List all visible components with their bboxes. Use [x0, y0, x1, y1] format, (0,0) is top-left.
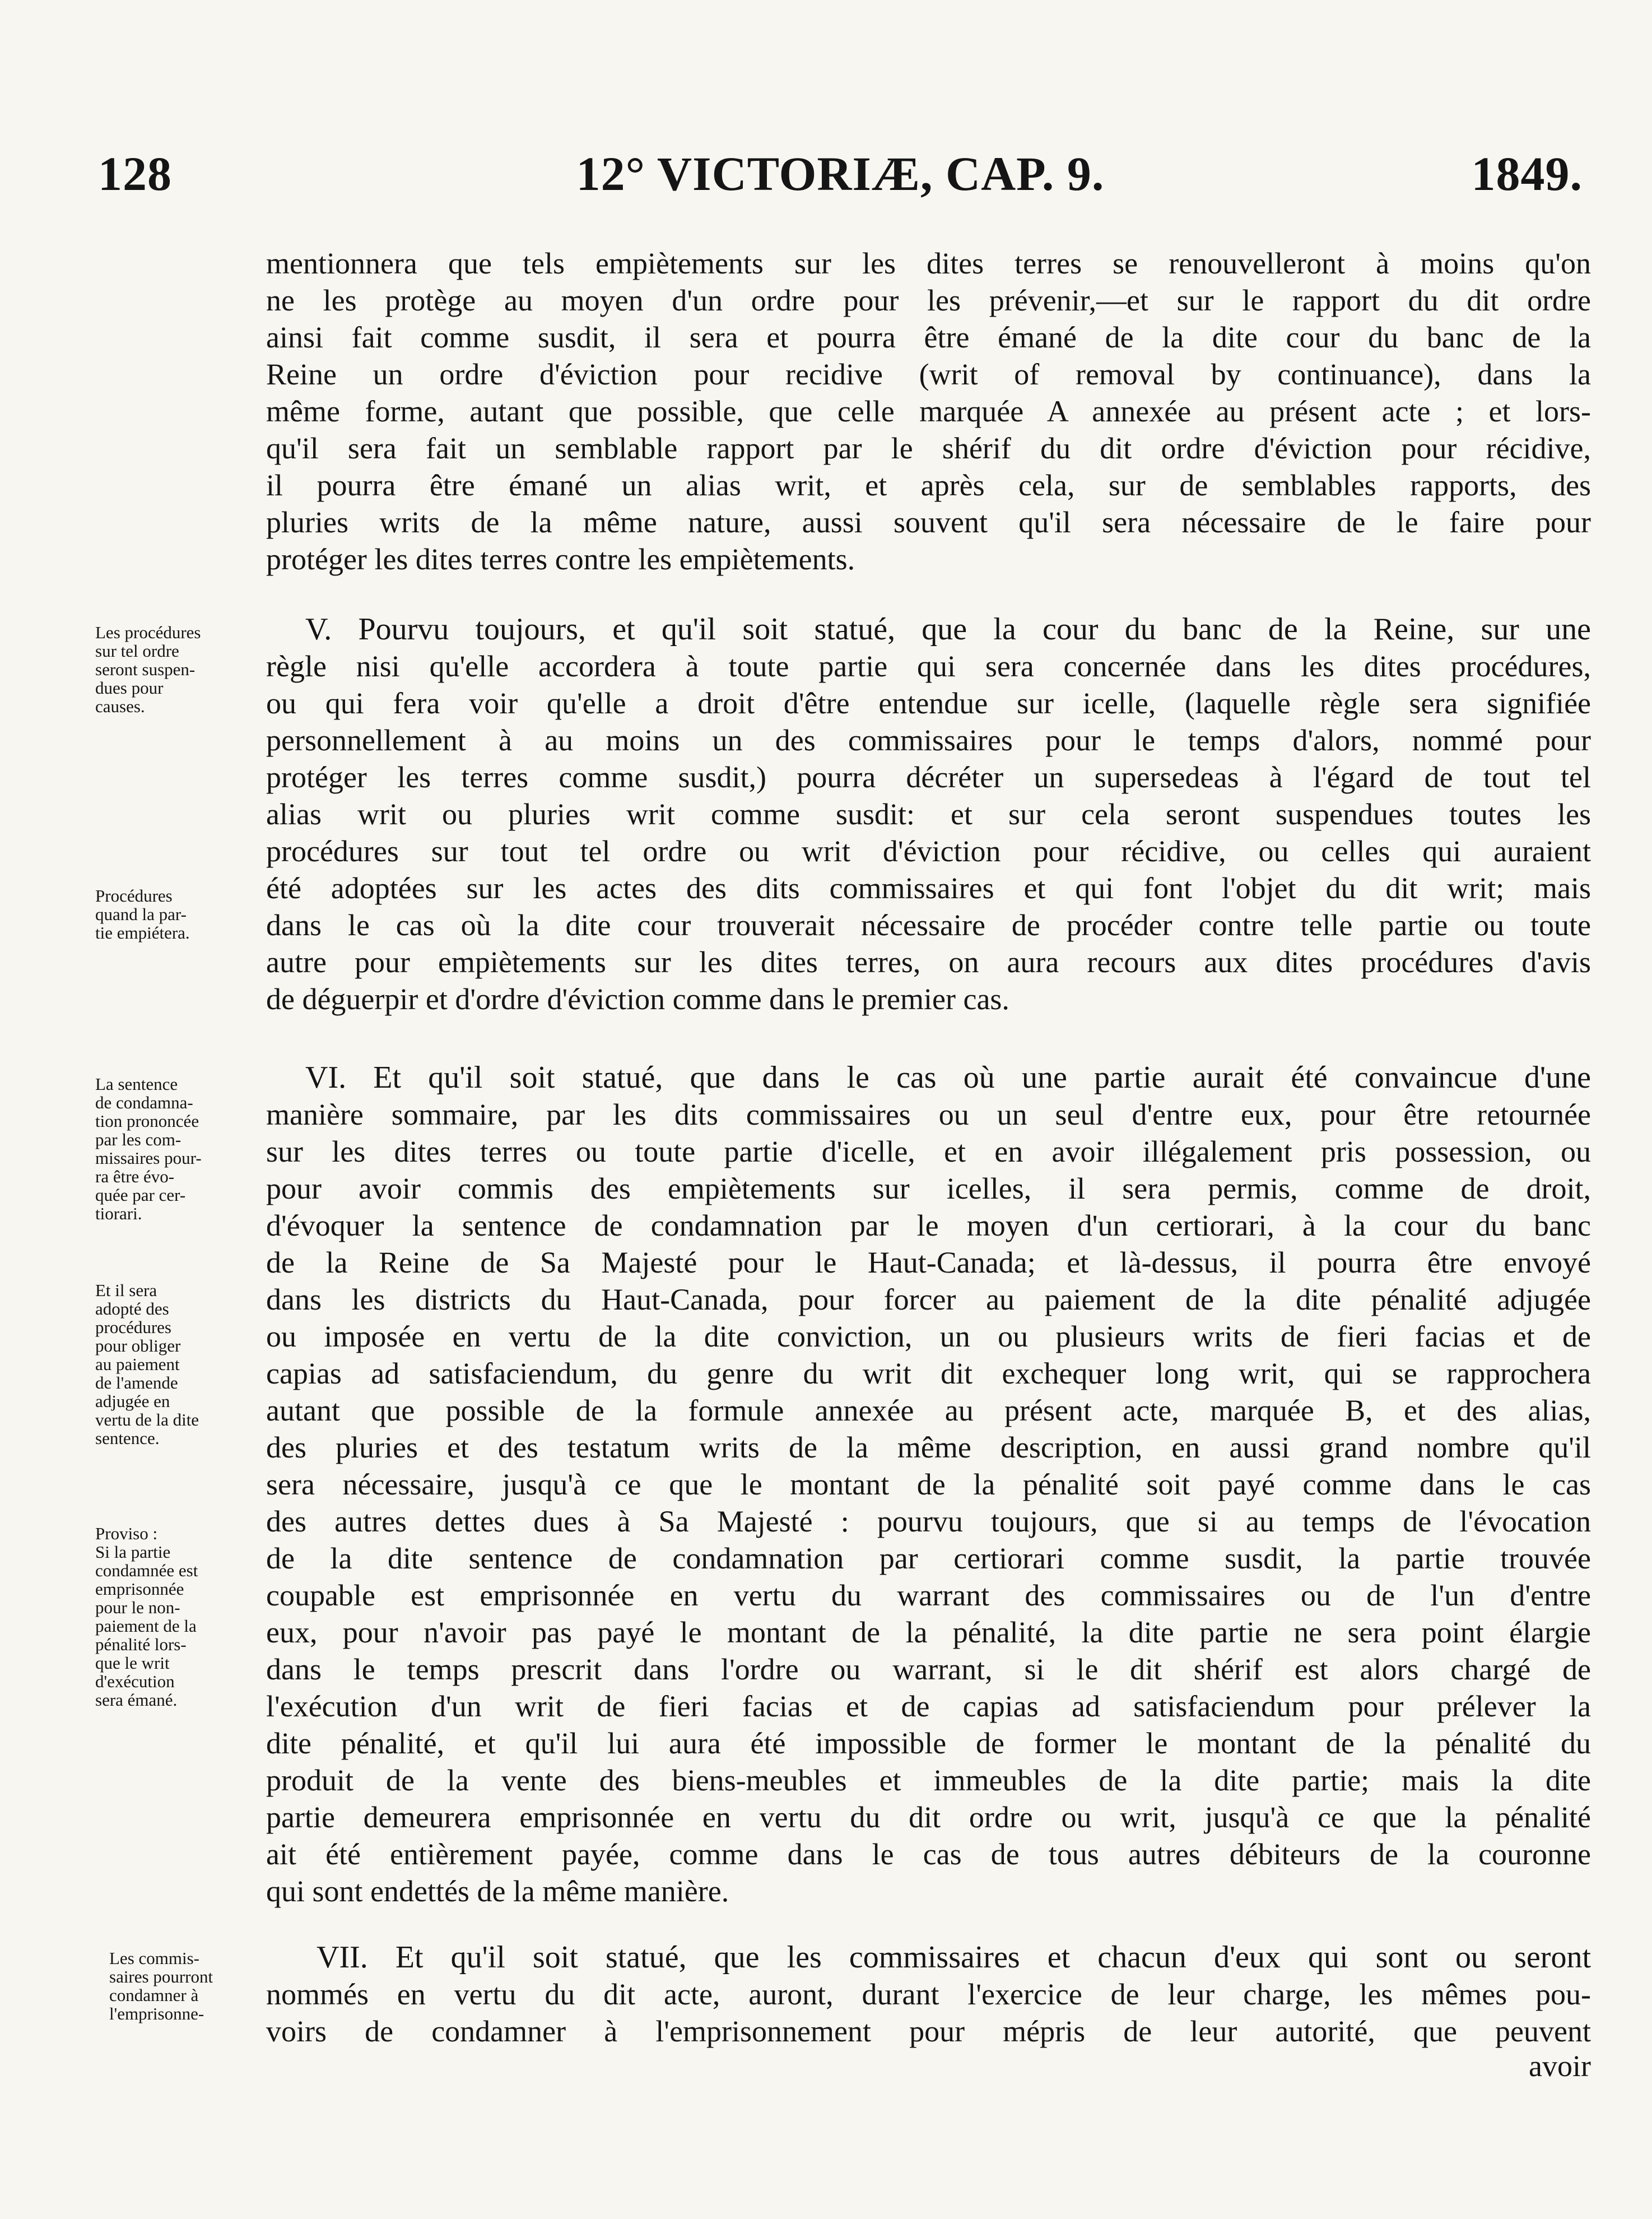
- text-line: eux, pour n'avoir pas payé le montant de la pénalité, la dite partie ne sera point élargie: [266, 1615, 1591, 1649]
- text-line: été adoptées sur les actes des dits commissaires et qui font l'objet du dit writ; mais: [266, 871, 1591, 905]
- text-line: autant que possible de la formule annexée au présent acte, marquée B, et des alias,: [266, 1394, 1591, 1427]
- margin-note-procedures-empietera: Procédures quand la par- tie empiétera.: [95, 886, 190, 943]
- text-line: coupable est emprisonnée en vertu du warrant des commissaires ou de l'un d'entre: [266, 1579, 1591, 1612]
- text-line: manière sommaire, par les dits commissaires ou un seul d'entre eux, pour être retournée: [266, 1098, 1591, 1131]
- catchword: avoir: [1529, 2049, 1591, 2083]
- text-line: partie demeurera emprisonnée en vertu du dit ordre ou writ, jusqu'à ce que la pénalité: [266, 1800, 1591, 1834]
- text-line: ne les protège au moyen d'un ordre pour les prévenir,—et sur le rapport du dit ordre: [266, 284, 1591, 317]
- page-title: 12° VICTORIÆ, CAP. 9.: [576, 147, 1105, 201]
- text-line: produit de la vente des biens-meubles et immeubles de la dite partie; mais la dite: [266, 1763, 1591, 1797]
- text-line: protéger les dites terres contre les empiètements.: [266, 542, 855, 576]
- text-line: des autres dettes dues à Sa Majesté : pourvu toujours, que si au temps de l'évocation: [266, 1505, 1591, 1538]
- text-line: personnellement à au moins un des commissaires pour le temps d'alors, nommé pour: [266, 723, 1591, 757]
- text-line: d'évoquer la sentence de condamnation par le moyen d'un certiorari, à la cour du banc: [266, 1209, 1591, 1242]
- text-line: l'exécution d'un writ de fieri facias et de capias ad satisfaciendum pour prélever la: [266, 1689, 1591, 1723]
- text-line: pour avoir commis des empiètements sur icelles, il sera permis, comme de droit,: [266, 1172, 1591, 1205]
- text-line: qui sont endettés de la même manière.: [266, 1874, 729, 1908]
- page-header: [98, 143, 1583, 210]
- text-line: procédures sur tout tel ordre ou writ d'éviction pour récidive, ou celles qui auraient: [266, 834, 1591, 868]
- text-line: sur les dites terres ou toute partie d'icelle, et en avoir illégalement pris possession, ou: [266, 1135, 1591, 1168]
- text-line: dans les districts du Haut-Canada, pour forcer au paiement de la dite pénalité adjugée: [266, 1283, 1591, 1316]
- text-line: protéger les terres comme susdit,) pourra décréter un supersedeas à l'égard de tout tel: [266, 760, 1591, 794]
- text-line: dite pénalité, et qu'il lui aura été impossible de former le montant de la pénalité du: [266, 1726, 1591, 1760]
- text-line: voirs de condamner à l'emprisonnement pour mépris de leur autorité, que peuvent: [266, 2014, 1591, 2048]
- page-number: 128: [98, 147, 172, 201]
- text-line: de déguerpir et d'ordre d'éviction comme dans le premier cas.: [266, 982, 1009, 1016]
- text-line: dans le temps prescrit dans l'ordre ou warrant, si le dit shérif est alors chargé de: [266, 1652, 1591, 1686]
- section-vii-heading-line: VII. Et qu'il soit statué, que les commissaires et chacun d'eux qui sont ou seront: [317, 1940, 1591, 1975]
- margin-note-proviso: Proviso : Si la partie condamnée est emprisonnée pour le non- paiement de la pénalité lors- que le writ d'exécution sera émané.: [95, 1524, 198, 1710]
- section-vi-heading-line: VI. Et qu'il soit statué, que dans le cas où une partie aurait été convaincue d'une: [305, 1060, 1591, 1095]
- text-line: alias writ ou pluries writ comme susdit: et sur cela seront suspendues toutes les: [266, 797, 1591, 831]
- text-line: pluries writs de la même nature, aussi souvent qu'il sera nécessaire de le faire pour: [266, 505, 1591, 539]
- margin-note-procedures-paiement: Et il sera adopté des procédures pour obliger au paiement de l'amende adjugée en vertu de la dite sentence.: [95, 1280, 199, 1448]
- text-line: sera nécessaire, jusqu'à ce que le montant de la pénalité soit payé comme dans le cas: [266, 1468, 1591, 1501]
- text-line: ait été entièrement payée, comme dans le cas de tous autres débiteurs de la couronne: [266, 1837, 1591, 1871]
- text-line: règle nisi qu'elle accordera à toute partie qui sera concernée dans les dites procédures,: [266, 649, 1591, 683]
- text-line: il pourra être émané un alias writ, et après cela, sur de semblables rapports, des: [266, 468, 1591, 502]
- text-line: de la dite sentence de condamnation par certiorari comme susdit, la partie trouvée: [266, 1542, 1591, 1575]
- text-line: qu'il sera fait un semblable rapport par le shérif du dit ordre d'éviction pour récidive,: [266, 431, 1591, 465]
- text-line: de la Reine de Sa Majesté pour le Haut-Canada; et là-dessus, il pourra être envoyé: [266, 1246, 1591, 1279]
- text-line: ou qui fera voir qu'elle a droit d'être entendue sur icelle, (laquelle règle sera signifiée: [266, 686, 1591, 720]
- text-line: capias ad satisfaciendum, du genre du writ dit exchequer long writ, qui se rapprochera: [266, 1357, 1591, 1390]
- text-line: Reine un ordre d'éviction pour recidive (writ of removal by continuance), dans la: [266, 358, 1591, 391]
- text-line: nommés en vertu du dit acte, auront, durant l'exercice de leur charge, les mêmes pou-: [266, 1977, 1591, 2011]
- margin-note-commissaires-condamner: Les commis- saires pourront condamner à l'emprisonne-: [109, 1948, 213, 2023]
- text-line: des pluries et des testatum writs de la même description, en aussi grand nombre qu'il: [266, 1431, 1591, 1464]
- text-line: ou imposée en vertu de la dite conviction, un ou plusieurs writs de fieri facias et de: [266, 1320, 1591, 1353]
- text-line: dans le cas où la dite cour trouverait nécessaire de procéder contre telle partie ou toute: [266, 908, 1591, 942]
- margin-note-sentence-certiorari: La sentence de condamna- tion prononcée par les com- missaires pour- ra être évo- quée par cer- tiorari.: [95, 1074, 202, 1223]
- section-v-heading-line: V. Pourvu toujours, et qu'il soit statué, que la cour du banc de la Reine, sur une: [305, 612, 1591, 647]
- margin-note-procedures-suspended: Les procédures sur tel ordre seront suspen- dues pour causes.: [95, 623, 201, 716]
- page-year: 1849.: [1471, 147, 1583, 201]
- text-line: autre pour empiètements sur les dites terres, on aura recours aux dites procédures d'avis: [266, 945, 1591, 979]
- text-line: mentionnera que tels empiètements sur les dites terres se renouvelleront à moins qu'on: [266, 247, 1591, 280]
- text-line: ainsi fait comme susdit, il sera et pourra être émané de la dite cour du banc de la: [266, 321, 1591, 354]
- text-line: même forme, autant que possible, que celle marquée A annexée au présent acte ; et lors-: [266, 394, 1591, 428]
